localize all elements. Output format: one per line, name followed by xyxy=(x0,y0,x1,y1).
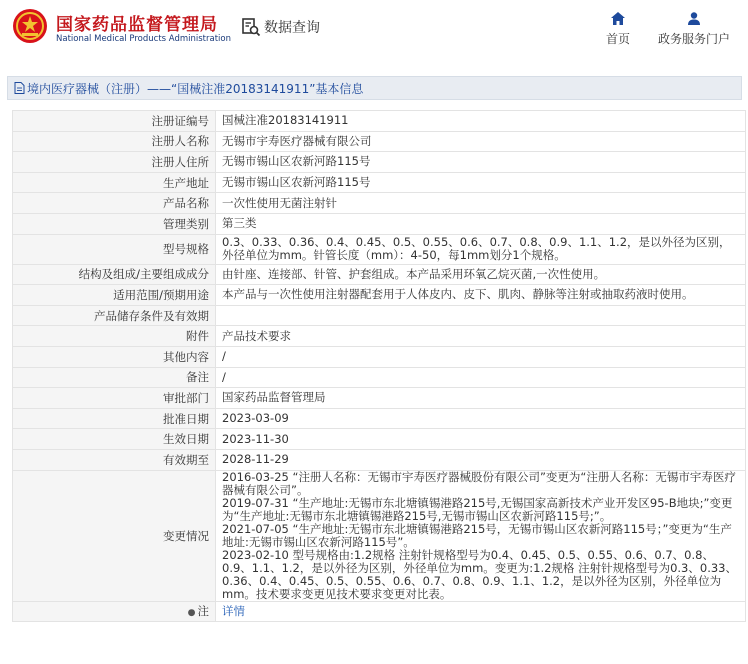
info-row xyxy=(13,131,746,152)
field-label: 注册证编号 xyxy=(13,111,216,132)
info-row xyxy=(13,305,746,326)
field-label: 附件 xyxy=(13,326,216,347)
change-entry: 2016-03-25 “注册人名称：无锡市宇寿医疗器械股份有限公司”变更为“注册人名称：无锡市宇寿医疗器械有限公司”。 xyxy=(222,469,736,497)
national-emblem-logo[interactable] xyxy=(12,8,48,44)
field-value: 0.3、0.33、0.36、0.4、0.45、0.5、0.55、0.6、0.7、0.8、0.9、1.1、1.2，是以外径为区别，外径单位为mm。针管长度（mm）：4-50，每1mm划分1个规格。 xyxy=(216,234,746,264)
field-label: 注册人住所 xyxy=(13,152,216,173)
field-value xyxy=(216,305,746,326)
field-value: 本产品与一次性使用注射器配套用于人体皮内、皮下、肌肉、静脉等注射或抽取药液时使用。 xyxy=(216,285,746,306)
field-label: 产品名称 xyxy=(13,193,216,214)
field-value: 2023-11-30 xyxy=(216,429,746,450)
field-label: 生产地址 xyxy=(13,172,216,193)
details-link[interactable]: 详情 xyxy=(222,603,245,618)
breadcrumb xyxy=(7,76,742,100)
note-label: 注 xyxy=(197,604,209,619)
info-row xyxy=(13,111,746,132)
brand-title-en: National Medical Products Administration xyxy=(56,34,231,44)
info-row xyxy=(13,429,746,450)
user-icon xyxy=(687,12,701,25)
info-row xyxy=(13,264,746,285)
change-entry: 2023-02-10 型号规格由:1.2规格 注射针规格型号为0.4、0.45、0.5、0.55、0.6、0.7、0.8、0.9、1.1、1.2，是以外径为区别，外径单位为mm。变更为:1.2规格 注射针规格型号为0.3、0.33、0.36、0.4、0.45、0.5、0.55、0.6、0.7、0.8、0.9、1.1、1.2，是以外径为区别，外径单位为mm。技术要求变更见技术要求变更对比表。 xyxy=(222,547,737,601)
data-search-icon xyxy=(241,17,261,37)
field-value: 国家药品监督管理局 xyxy=(216,388,746,409)
site-header xyxy=(0,0,748,64)
change-history-row xyxy=(13,470,746,601)
pin-icon: ● xyxy=(187,608,196,619)
brand-title-cn: 国家药品监督管理局 xyxy=(56,15,218,35)
info-row xyxy=(13,213,746,234)
info-row xyxy=(13,326,746,347)
info-row xyxy=(13,193,746,214)
field-value: / xyxy=(216,346,746,367)
info-row xyxy=(13,408,746,429)
info-row xyxy=(13,388,746,409)
nav-government-services[interactable] xyxy=(658,12,730,47)
field-value: 国械注准20183141911 xyxy=(216,111,746,132)
field-label: 审批部门 xyxy=(13,388,216,409)
field-label: 备注 xyxy=(13,367,216,388)
field-value: 无锡市锡山区农新河路115号 xyxy=(216,172,746,193)
info-row xyxy=(13,234,746,264)
field-label: 结构及组成/主要组成成分 xyxy=(13,264,216,285)
info-row xyxy=(13,152,746,173)
info-row xyxy=(13,285,746,306)
field-value: 无锡市宇寿医疗器械有限公司 xyxy=(216,131,746,152)
field-value: 由针座、连接部、针管、护套组成。本产品采用环氧乙烷灭菌,一次性使用。 xyxy=(216,264,746,285)
field-label: 有效期至 xyxy=(13,449,216,470)
field-value: 无锡市锡山区农新河路115号 xyxy=(216,152,746,173)
field-value: 2023-03-09 xyxy=(216,408,746,429)
field-label: 管理类别 xyxy=(13,213,216,234)
info-row xyxy=(13,449,746,470)
field-value: 一次性使用无菌注射针 xyxy=(216,193,746,214)
info-row xyxy=(13,346,746,367)
field-label: 批准日期 xyxy=(13,408,216,429)
field-label: 其他内容 xyxy=(13,346,216,367)
nav-home-label: 首页 xyxy=(606,32,631,46)
device-info-table xyxy=(12,110,746,622)
field-value: 第三类 xyxy=(216,213,746,234)
change-history-value xyxy=(216,470,746,601)
note-label-cell xyxy=(13,601,216,622)
field-value: / xyxy=(216,367,746,388)
field-label: 注册人名称 xyxy=(13,131,216,152)
change-entry: 2019-07-31 “生产地址:无锡市东北塘镇锡港路215号,无锡国家高新技术产业开发区95-B地块;”变更为“生产地址:无锡市东北塘镇锡港路215号,无锡市锡山区农新河路115号;”。 xyxy=(222,495,733,523)
nav-government-services-label: 政务服务门户 xyxy=(658,32,731,46)
field-label: 产品储存条件及有效期 xyxy=(13,305,216,326)
note-value xyxy=(216,601,746,622)
info-row xyxy=(13,172,746,193)
document-icon xyxy=(14,82,25,94)
change-entry: 2021-07-05 “生产地址:无锡市东北塘镇锡港路215号，无锡市锡山区农新河路115号；”变更为“生产地址:无锡市锡山区农新河路115号”。 xyxy=(222,521,732,549)
field-value: 产品技术要求 xyxy=(216,326,746,347)
field-label: 型号规格 xyxy=(13,234,216,264)
data-query-link[interactable] xyxy=(241,16,320,38)
change-history-label: 变更情况 xyxy=(13,470,216,601)
field-value: 2028-11-29 xyxy=(216,449,746,470)
nav-home[interactable] xyxy=(606,12,630,47)
info-row xyxy=(13,367,746,388)
data-query-label: 数据查询 xyxy=(264,20,320,36)
breadcrumb-text: 境内医疗器械（注册）——“国械注准20183141911”基本信息 xyxy=(27,81,364,96)
note-row xyxy=(13,601,746,622)
home-icon xyxy=(611,12,625,25)
field-label: 适用范围/预期用途 xyxy=(13,285,216,306)
field-label: 生效日期 xyxy=(13,429,216,450)
